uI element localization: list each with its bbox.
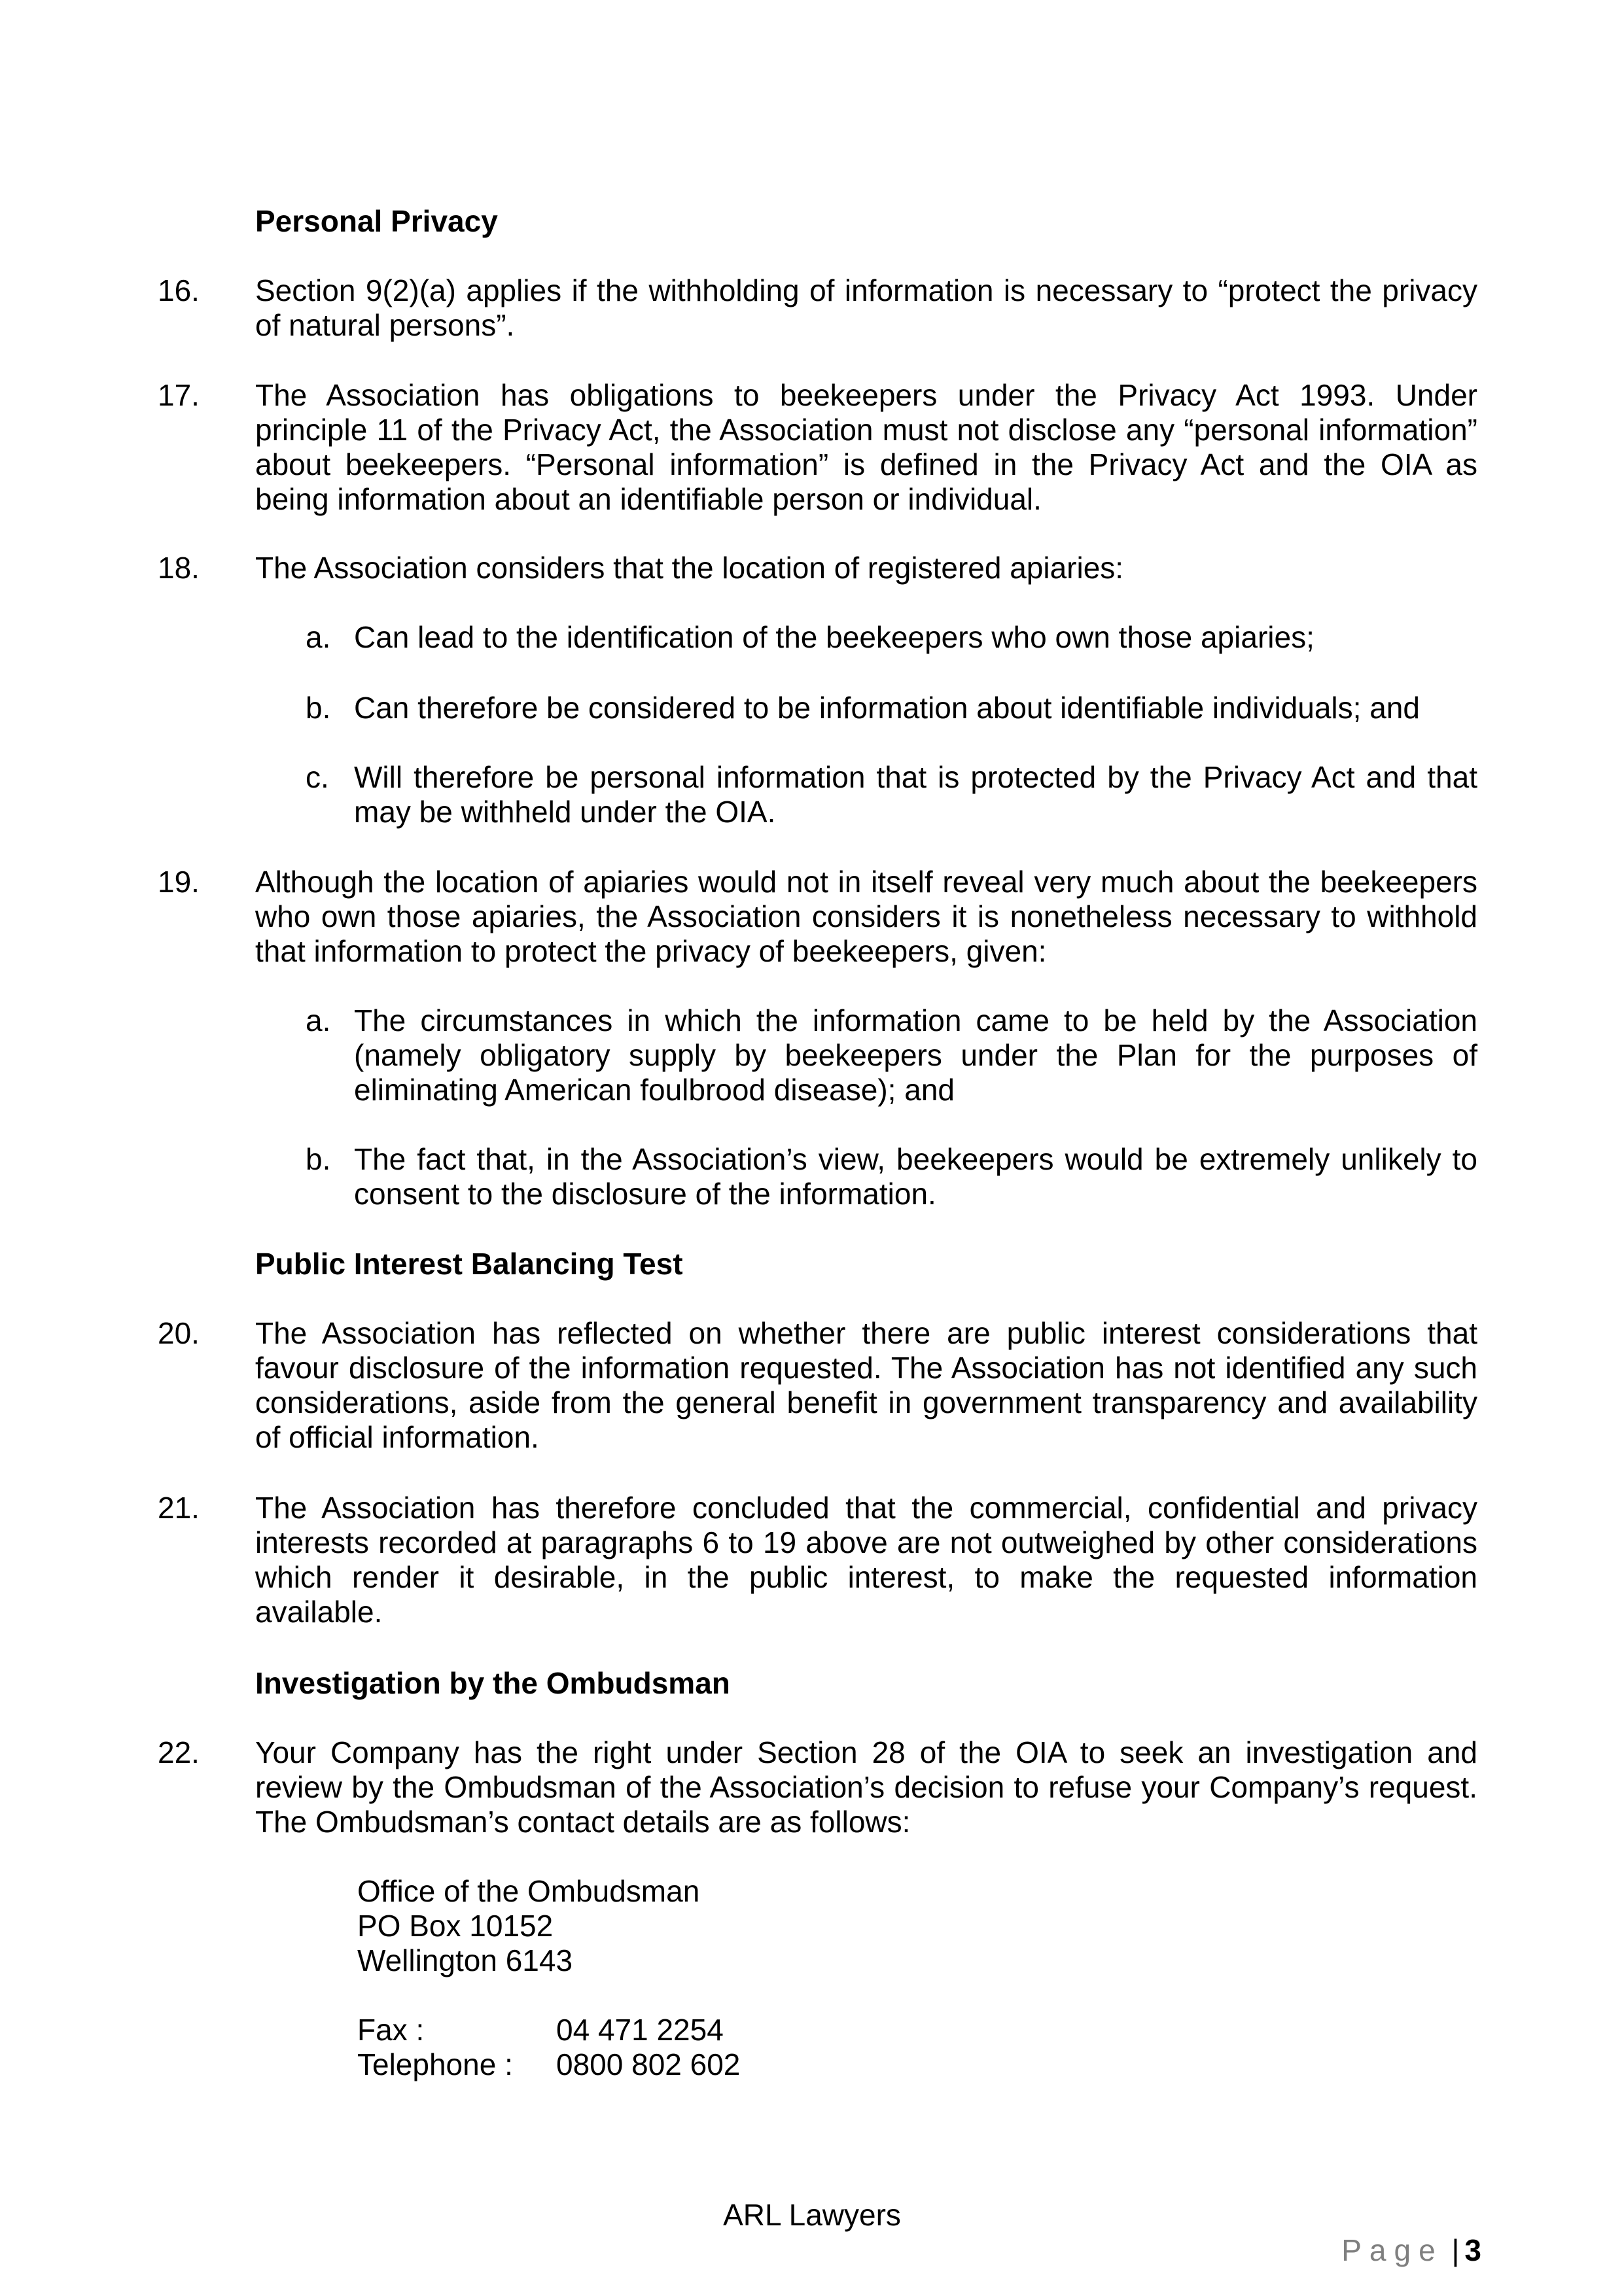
- sub-paragraph-letter: a.: [306, 1003, 331, 1037]
- paragraph-text: [354, 620, 1477, 655]
- paragraph-number: 21.: [158, 1491, 200, 1525]
- text-line: The Association considers that the location of registered apiaries:: [255, 551, 1124, 585]
- paragraph-number: 16.: [158, 273, 200, 307]
- text-line: The Association has obligations to beekeepers under the Privacy Act 1993. Under: [255, 378, 1477, 412]
- text-line: available.: [255, 1595, 383, 1629]
- paragraph-text: [255, 1491, 1477, 1629]
- text-line: Will therefore be personal information that is protected by the Privacy Act and that: [354, 760, 1477, 794]
- text-line: of official information.: [255, 1420, 539, 1454]
- sub-paragraph-letter: c.: [306, 760, 329, 794]
- paragraph-text: [354, 760, 1477, 829]
- paragraph-text: [354, 1003, 1477, 1107]
- text-line: of natural persons”.: [255, 308, 515, 342]
- section-heading: Public Interest Balancing Test: [255, 1247, 683, 1281]
- paragraph-number: 20.: [158, 1316, 200, 1350]
- fax-row: [357, 2013, 740, 2047]
- text-line: interests recorded at paragraphs 6 to 19 above are not outweighed by other considerations: [255, 1525, 1477, 1559]
- telephone-label: Telephone :: [357, 2047, 513, 2081]
- paragraph-text: [255, 378, 1477, 517]
- text-line: eliminating American foulbrood disease); and: [354, 1073, 955, 1107]
- paragraph-text: [255, 865, 1477, 969]
- text-line: about beekeepers. “Personal information” is defined in the Privacy Act and the OIA as: [255, 447, 1477, 481]
- text-line: Your Company has the right under Section 28 of the OIA to seek an investigation and: [255, 1735, 1477, 1769]
- section-heading: Investigation by the Ombudsman: [255, 1666, 730, 1700]
- text-line: (namely obligatory supply by beekeepers under the Plan for the purposes of: [354, 1038, 1477, 1072]
- paragraph-number: 19.: [158, 865, 200, 899]
- text-line: The Ombudsman’s contact details are as follows:: [255, 1805, 911, 1839]
- footer-firm-name: ARL Lawyers: [723, 2198, 901, 2232]
- address-line: Office of the Ombudsman: [357, 1874, 700, 1908]
- paragraph-text: [255, 551, 1477, 585]
- sub-paragraph-letter: a.: [306, 620, 331, 654]
- text-line: review by the Ombudsman of the Association’s decision to refuse your Company’s request.: [255, 1770, 1477, 1804]
- ombudsman-address: [357, 1874, 740, 2082]
- text-line: that information to protect the privacy of beekeepers, given:: [255, 934, 1047, 968]
- text-line: Can lead to the identification of the beekeepers who own those apiaries;: [354, 620, 1315, 654]
- sub-paragraph-letter: b.: [306, 691, 331, 725]
- paragraph-text: [255, 1735, 1477, 1839]
- text-line: The Association has therefore concluded that the commercial, confidential and privacy: [255, 1491, 1477, 1525]
- paragraph-text: [255, 1316, 1477, 1455]
- text-line: The Association has reflected on whether there are public interest considerations that: [255, 1316, 1477, 1350]
- page-number: [1341, 2233, 1481, 2268]
- address-line: Wellington 6143: [357, 1943, 573, 1977]
- sub-paragraph-letter: b.: [306, 1142, 331, 1176]
- address-line: PO Box 10152: [357, 1909, 554, 1943]
- fax-number: 04 471 2254: [556, 2013, 724, 2047]
- fax-label: Fax :: [357, 2013, 425, 2047]
- text-line: principle 11 of the Privacy Act, the Association must not disclose any “personal information”: [255, 413, 1477, 447]
- text-line: being information about an identifiable person or individual.: [255, 482, 1042, 516]
- text-line: consent to the disclosure of the information.: [354, 1177, 936, 1211]
- page-number-value: 3: [1464, 2233, 1481, 2267]
- text-line: which render it desirable, in the public interest, to make the requested information: [255, 1560, 1477, 1594]
- page-label: Page: [1341, 2233, 1443, 2267]
- text-line: favour disclosure of the information requested. The Association has not identified any such: [255, 1351, 1477, 1385]
- text-line: Although the location of apiaries would not in itself reveal very much about the beekeepers: [255, 865, 1477, 899]
- paragraph-text: [255, 273, 1477, 343]
- text-line: Section 9(2)(a) applies if the withholding of information is necessary to “protect the privacy: [255, 273, 1477, 307]
- paragraph-number: 17.: [158, 378, 200, 412]
- paragraph-text: [354, 1142, 1477, 1211]
- text-line: who own those apiaries, the Association considers it is nonetheless necessary to withhold: [255, 899, 1477, 933]
- telephone-number: 0800 802 602: [556, 2047, 741, 2081]
- text-line: Can therefore be considered to be information about identifiable individuals; and: [354, 691, 1420, 725]
- telephone-row: [357, 2047, 740, 2082]
- text-line: considerations, aside from the general benefit in government transparency and availability: [255, 1385, 1477, 1419]
- page-separator: |: [1451, 2233, 1460, 2267]
- section-heading: Personal Privacy: [255, 204, 498, 238]
- text-line: The circumstances in which the information came to be held by the Association: [354, 1003, 1477, 1037]
- text-line: may be withheld under the OIA.: [354, 795, 776, 829]
- text-line: The fact that, in the Association’s view, beekeepers would be extremely unlikely to: [354, 1142, 1477, 1176]
- paragraph-number: 22.: [158, 1735, 200, 1769]
- paragraph-text: [354, 691, 1477, 725]
- paragraph-number: 18.: [158, 551, 200, 585]
